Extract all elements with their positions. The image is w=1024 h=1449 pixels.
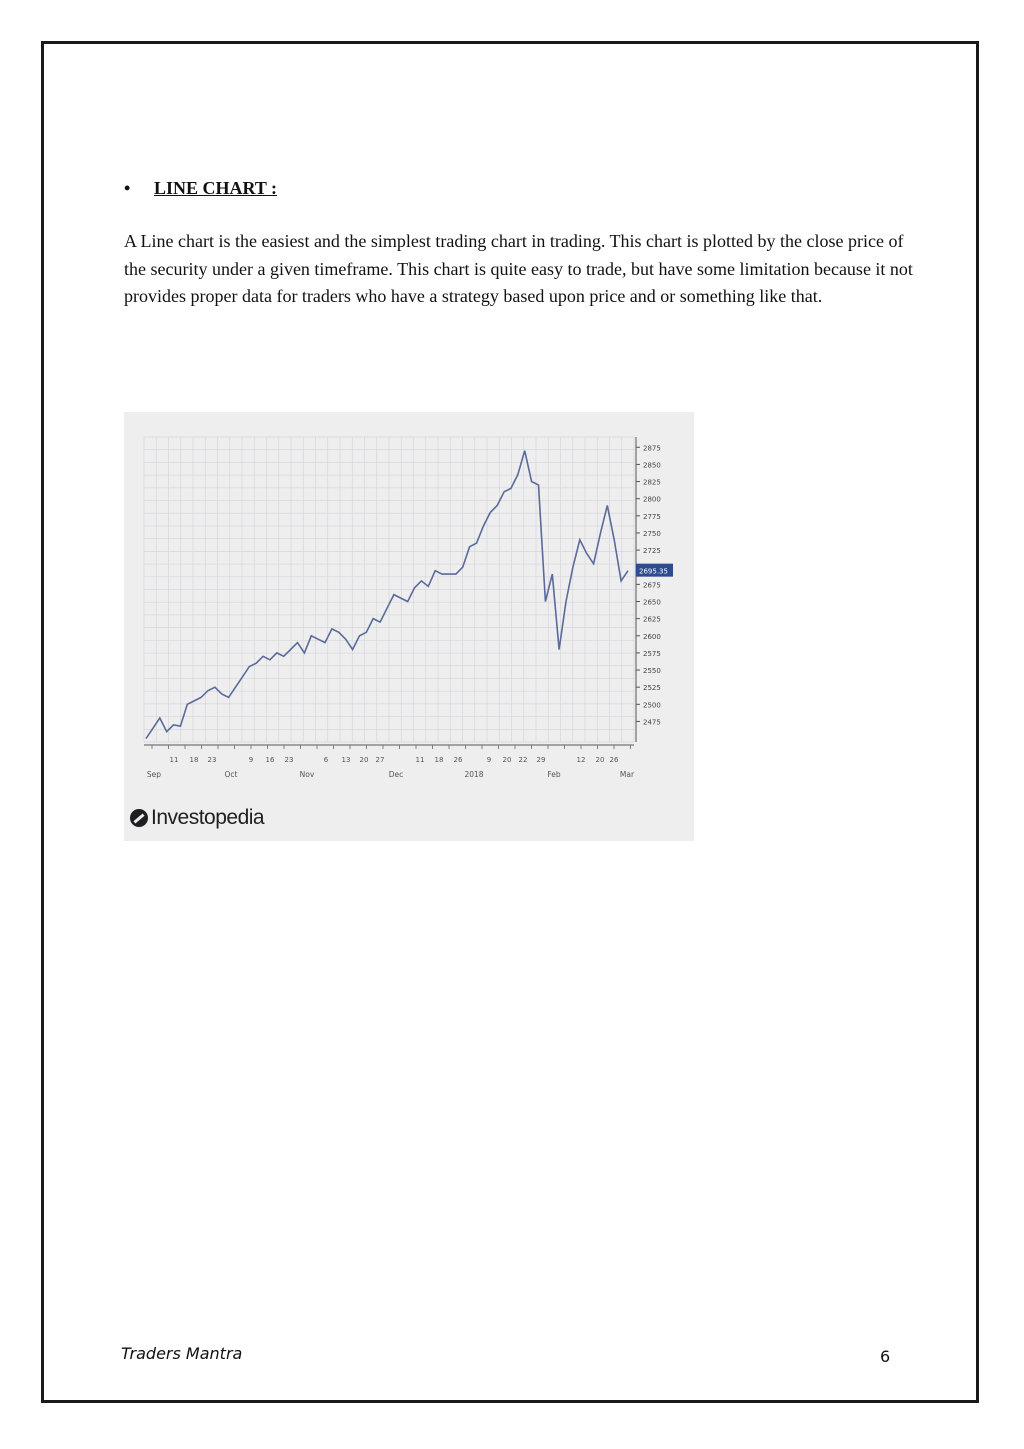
y-tick-label: 2825 [643, 478, 661, 487]
x-day-label: 29 [536, 756, 546, 764]
investopedia-logo-icon [130, 809, 148, 827]
x-day-label: 9 [248, 756, 254, 764]
y-tick-label: 2625 [643, 615, 661, 624]
heading-title: LINE CHART : [154, 178, 278, 198]
x-day-label: 18 [434, 756, 444, 764]
x-month-label: Dec [388, 770, 404, 779]
x-month-label: 2018 [464, 770, 484, 779]
y-tick-label: 2675 [643, 581, 661, 590]
y-tick-label: 2725 [643, 547, 661, 556]
page-number: 6 [880, 1347, 891, 1366]
y-tick-label: 2500 [643, 701, 661, 710]
x-day-label: 13 [341, 756, 351, 764]
x-day-label: 11 [415, 756, 425, 764]
x-day-label: 22 [518, 756, 528, 764]
y-tick-label: 2550 [643, 667, 661, 676]
price-line [146, 451, 628, 739]
line-chart [124, 412, 694, 841]
x-day-label: 20 [359, 756, 369, 764]
footer-brand: Traders Mantra [121, 1344, 243, 1363]
x-month-label: Sep [146, 770, 162, 779]
x-month-label: Mar [619, 770, 635, 779]
y-tick-label: 2475 [643, 718, 661, 727]
body-paragraph: A Line chart is the easiest and the simplest trading chart in trading. This chart is plotted by the close price of the security under a given timeframe. This chart is quite easy to trade, but have some limitation because it not provides proper data for traders who have a strategy based upon price and or something like that. [124, 231, 913, 306]
x-day-label: 18 [189, 756, 199, 764]
x-day-label: 27 [375, 756, 385, 764]
x-day-label: 6 [323, 756, 329, 764]
y-tick-label: 2850 [643, 461, 661, 470]
x-day-label: 11 [169, 756, 179, 764]
x-day-label: 23 [207, 756, 217, 764]
y-tick-label: 2800 [643, 495, 661, 504]
x-day-label: 9 [486, 756, 492, 764]
y-tick-label: 2650 [643, 598, 661, 607]
y-tick-label: 2525 [643, 684, 661, 693]
x-day-label: 26 [609, 756, 619, 764]
current-price-label: 2695.35 [639, 567, 668, 576]
x-day-label: 12 [576, 756, 586, 764]
line-chart-image [124, 412, 694, 841]
y-tick-label: 2875 [643, 444, 661, 453]
x-month-label: Feb [547, 770, 561, 779]
x-day-label: 20 [595, 756, 605, 764]
investopedia-logo-text: Investopedia [151, 806, 265, 829]
section-heading [124, 178, 277, 199]
x-month-label: Oct [224, 770, 238, 779]
x-month-label: Nov [299, 770, 315, 779]
y-tick-label: 2575 [643, 649, 661, 658]
y-tick-label: 2600 [643, 632, 661, 641]
x-day-label: 16 [265, 756, 275, 764]
bullet-icon: • [124, 178, 131, 198]
investopedia-logo [130, 806, 264, 830]
x-day-label: 26 [453, 756, 463, 764]
x-day-label: 23 [284, 756, 294, 764]
x-day-label: 20 [502, 756, 512, 764]
y-tick-label: 2775 [643, 512, 661, 521]
y-tick-label: 2750 [643, 529, 661, 538]
